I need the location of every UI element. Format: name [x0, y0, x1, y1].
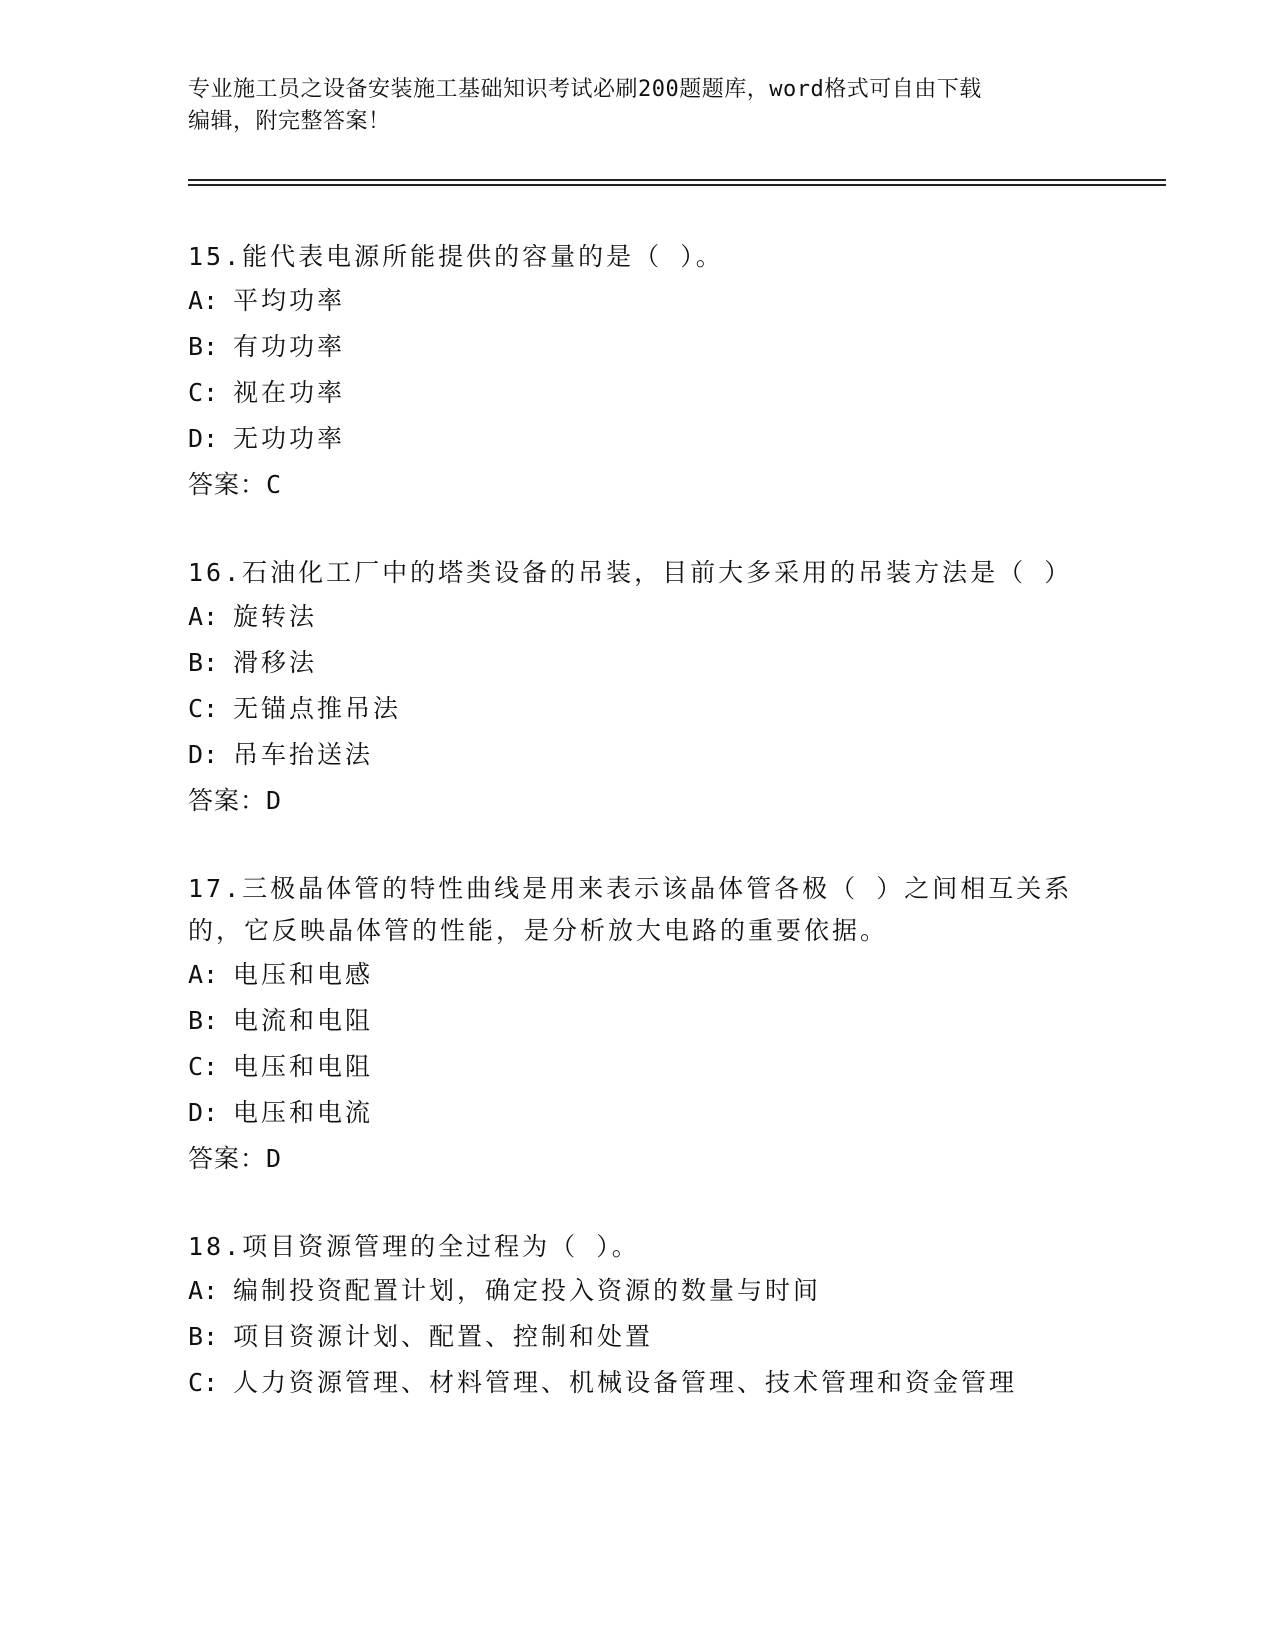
- option-letter: A:: [188, 286, 219, 315]
- answer-line: 答案：D: [188, 786, 283, 815]
- header-title-line-1: 专业施工员之设备安装施工基础知识考试必刷200题题库，word格式可自由下载: [188, 77, 982, 102]
- option-a: [188, 594, 1078, 640]
- option-a: [188, 1268, 1078, 1314]
- option-text: 平均功率: [233, 286, 346, 315]
- option-a: [188, 952, 1078, 998]
- question-list: [188, 236, 1078, 1450]
- option-text: 编制投资配置计划，确定投入资源的数量与时间: [233, 1276, 822, 1305]
- option-letter: D:: [188, 424, 219, 453]
- option-c: [188, 1044, 1078, 1090]
- header-title-line-2: 编辑，附完整答案！: [188, 109, 391, 134]
- answer-line: 答案：C: [188, 470, 283, 499]
- option-b: [188, 998, 1078, 1044]
- option-text: 电压和电感: [233, 960, 374, 989]
- document-header: [188, 74, 1088, 138]
- question-text: 18.项目资源管理的全过程为（ ）。: [188, 1232, 640, 1261]
- option-letter: A:: [188, 960, 219, 989]
- option-text: 吊车抬送法: [233, 740, 374, 769]
- header-divider-top: [188, 179, 1166, 181]
- option-c: [188, 1360, 1078, 1406]
- option-letter: D:: [188, 1098, 219, 1127]
- option-letter: A:: [188, 602, 219, 631]
- question-17: [188, 868, 1078, 1182]
- option-b: [188, 640, 1078, 686]
- question-text: 17.三极晶体管的特性曲线是用来表示该晶体管各极（ ）之间相互关系的，它反映晶体管的性能，是分析放大电路的重要依据。: [188, 874, 1073, 945]
- option-text: 电压和电阻: [233, 1052, 374, 1081]
- option-text: 旋转法: [233, 602, 318, 631]
- option-letter: B:: [188, 1322, 219, 1351]
- option-a: [188, 278, 1078, 324]
- option-text: 电压和电流: [233, 1098, 374, 1127]
- option-letter: C:: [188, 694, 219, 723]
- option-letter: B:: [188, 1006, 219, 1035]
- option-text: 有功功率: [233, 332, 346, 361]
- option-text: 无功功率: [233, 424, 346, 453]
- option-d: [188, 732, 1078, 778]
- option-text: 滑移法: [233, 648, 318, 677]
- option-text: 电流和电阻: [233, 1006, 374, 1035]
- option-letter: A:: [188, 1276, 219, 1305]
- option-c: [188, 686, 1078, 732]
- option-c: [188, 370, 1078, 416]
- question-18: [188, 1226, 1078, 1406]
- question-16: [188, 552, 1078, 824]
- question-text: 15.能代表电源所能提供的容量的是（ ）。: [188, 242, 724, 271]
- question-15: [188, 236, 1078, 508]
- option-d: [188, 416, 1078, 462]
- option-text: 无锚点推吊法: [233, 694, 402, 723]
- option-text: 项目资源计划、配置、控制和处置: [233, 1322, 654, 1351]
- option-letter: B:: [188, 332, 219, 361]
- option-text: 视在功率: [233, 378, 346, 407]
- option-letter: C:: [188, 1052, 219, 1081]
- option-d: [188, 1090, 1078, 1136]
- option-b: [188, 1314, 1078, 1360]
- header-divider-bottom: [188, 184, 1166, 186]
- option-letter: C:: [188, 1368, 219, 1397]
- option-letter: B:: [188, 648, 219, 677]
- option-letter: C:: [188, 378, 219, 407]
- option-text: 人力资源管理、材料管理、机械设备管理、技术管理和资金管理: [233, 1368, 1018, 1397]
- question-text: 16.石油化工厂中的塔类设备的吊装，目前大多采用的吊装方法是（ ）: [188, 558, 1073, 587]
- option-letter: D:: [188, 740, 219, 769]
- option-b: [188, 324, 1078, 370]
- answer-line: 答案：D: [188, 1144, 283, 1173]
